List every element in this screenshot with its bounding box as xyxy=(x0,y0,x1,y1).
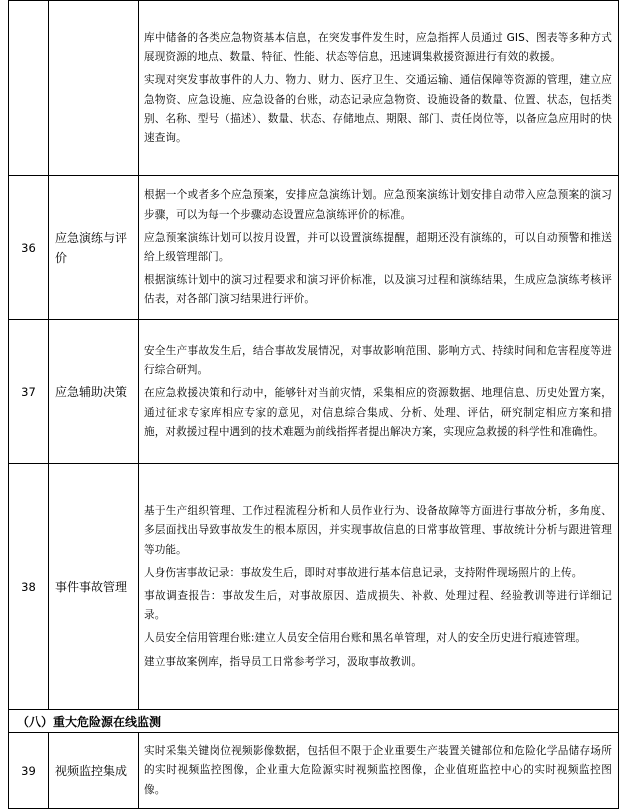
description-paragraph: 根据一个或者多个应急预案，安排应急演练计划。应急预案演练计划安排自动带入应急预案的演习步骤，可以为每一个步骤动态设置应急演练评价的标准。 xyxy=(144,189,612,221)
row-description xyxy=(139,1,619,176)
function-table xyxy=(8,0,619,809)
row-name xyxy=(49,1,139,176)
row-description xyxy=(139,320,619,464)
table-row xyxy=(9,320,619,464)
table-row xyxy=(9,464,619,710)
row-name: 应急辅助决策 xyxy=(49,320,139,464)
row-number: 39 xyxy=(9,733,49,809)
description-paragraph: 人员安全信用管理台账:建立人员安全信用台账和黑名单管理，对人的安全历史进行痕迹管理。 xyxy=(144,632,587,645)
description-paragraph: 基于生产组织管理、工作过程流程分析和人员作业行为、设备故障等方面进行事故分析，多角度、多层面找出导致事故发生的根本原因，并实现事故信息的日常事故管理、事故统计分析与跟进管理等功能。 xyxy=(144,505,612,556)
description-paragraph: 在应急救援决策和行动中，能够针对当前灾情，采集相应的资源数据、地理信息、历史处置方案，通过征求专家库相应专家的意见，对信息综合集成、分析、处理、评估，研究制定相应方案和措施，对救援过程中遇到的技术难题为前线指挥者提出解决方案，实现应急救援的科学性和准确性。 xyxy=(144,387,612,438)
section-header-row xyxy=(9,710,619,733)
table-row xyxy=(9,176,619,320)
table-row xyxy=(9,733,619,809)
description-paragraph: 库中储备的各类应急物资基本信息，在突发事件发生时，应急指挥人员通过 GIS、图表等多种方式展现资源的地点、数量、特征、性能、状态等信息，迅速调集救援资源进行有效的救援。 xyxy=(144,31,612,64)
row-number: 37 xyxy=(9,320,49,464)
row-name: 应急演练与评价 xyxy=(49,176,139,320)
description-paragraph: 根据演练计划中的演习过程要求和演习评价标准，以及演习过程和演练结果，生成应急演练考核评估表，对各部门演习结果进行评价。 xyxy=(144,274,612,306)
row-number: 38 xyxy=(9,464,49,710)
row-name: 视频监控集成 xyxy=(49,733,139,809)
description-paragraph: 事故调查报告：事故发生后，对事故原因、造成损失、补救、处理过程、经验教训等进行详细记录。 xyxy=(144,590,612,622)
row-description xyxy=(139,464,619,710)
row-number: 36 xyxy=(9,176,49,320)
row-description xyxy=(139,176,619,320)
row-description xyxy=(139,733,619,809)
section-title: （八）重大危险源在线监测 xyxy=(9,710,619,733)
description-paragraph: 实时采集关键岗位视频影像数据，包括但不限于企业重要生产装置关键部位和危险化学品储存场所的实时视频监控图像，企业重大危险源实时视频监控图像，企业值班监控中心的实时视频监控图像。 xyxy=(144,745,612,796)
description-paragraph: 应急预案演练计划可以按月设置，并可以设置演练提醒，超期还没有演练的，可以自动预警和推送给上级管理部门。 xyxy=(144,231,612,263)
description-paragraph: 安全生产事故发生后，结合事故发展情况，对事故影响范围、影响方式、持续时间和危害程度等进行综合研判。 xyxy=(144,344,612,377)
row-number xyxy=(9,1,49,176)
row-name: 事件事故管理 xyxy=(49,464,139,710)
table-row xyxy=(9,1,619,176)
description-paragraph: 建立事故案例库，指导员工日常参考学习，汲取事故教训。 xyxy=(144,655,423,668)
description-paragraph: 实现对突发事故事件的人力、物力、财力、医疗卫生、交通运输、通信保障等资源的管理，建立应急物资、应急设施、应急设备的台账，动态记录应急物资、设施设备的数量、位置、状态，包括类别、名称、型号（描述）、数量、状态、存储地点、期限、部门、责任岗位等，以备应急应用时的快速查询。 xyxy=(144,74,612,144)
description-paragraph: 人身伤害事故记录：事故发生后，即时对事故进行基本信息记录，支持附件现场照片的上传。 xyxy=(144,566,583,579)
